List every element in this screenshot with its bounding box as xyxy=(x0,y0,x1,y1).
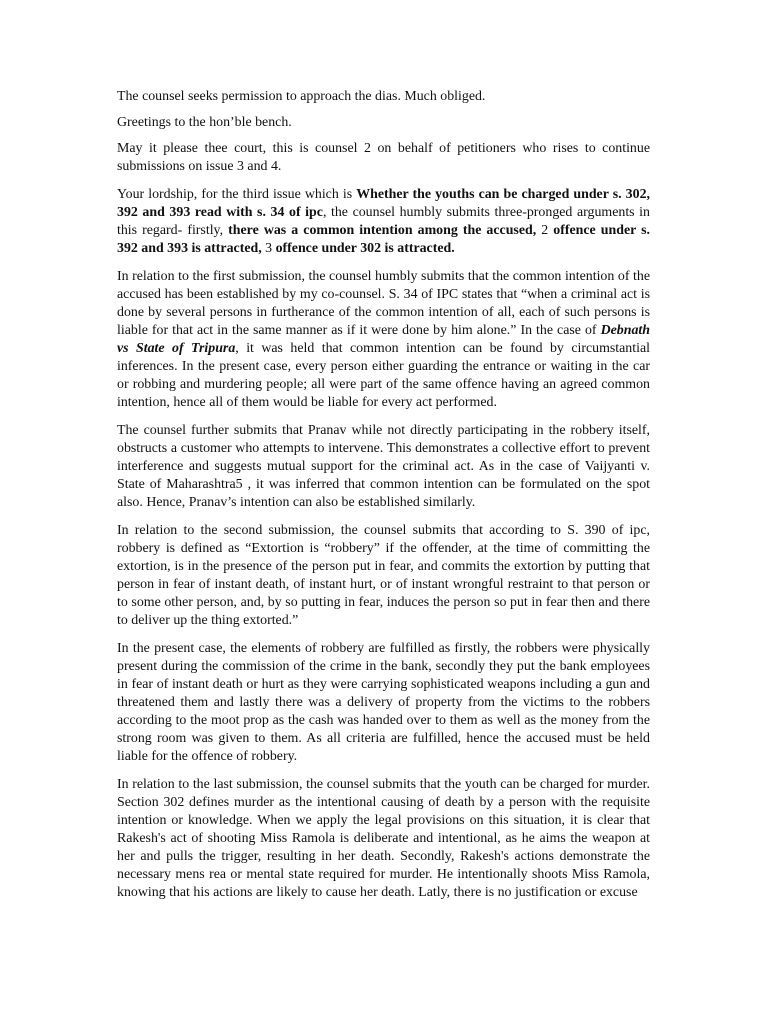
argument-three: offence under 302 is attracted. xyxy=(275,241,455,256)
case-citation: Debnath vs State of Tripura xyxy=(117,323,650,356)
argument-two: offence under s. 392 and 393 is attracted, xyxy=(117,223,650,256)
paragraph-opening: The counsel seeks permission to approach the dias. Much obliged. xyxy=(117,89,486,104)
text-run: 3 xyxy=(261,241,276,256)
text-run: In relation to the first submission, the counsel humbly submits that the common intention of the accused has been established by my co-counsel. S. 34 of IPC states that “when a criminal act is done by several persons in furtherance of the common intention of all, each of such persons is liable for that act in the same manner as if it were done by him alone.” In the case of xyxy=(117,269,650,338)
paragraph-pranav: The counsel further submits that Pranav while not directly participating in the robbery itself, obstructs a customer who attempts to intervene. This demonstrates a collective effort to prevent interference and suggests mutual support for the criminal act. As in the case of Vaijyanti v. State of Maharashtra5 , it was inferred that common intention can be formulated on the spot also. Hence, Pranav’s intention can also be established similarly. xyxy=(117,423,650,510)
text-run: , the counsel humbly submits three-pronged arguments in this regard- firstly, xyxy=(117,205,650,238)
paragraph-robbery-elements: In the present case, the elements of robbery are fulfilled as firstly, the robbers were physically present during the commission of the crime in the bank, secondly they put the bank employees in fear of instant death or hurt as they were carrying sophisticated weapons including a gun and threatened them and lastly there was a delivery of property from the victims to the robbers according to the moot prop as the cash was handed over to them as well as the money from the strong room was given to them. As all criteria are fulfilled, hence the accused must be held liable for the offence of robbery. xyxy=(117,641,650,764)
issue-statement: Whether the youths can be charged under s. 302, 392 and 393 read with s. 34 of ipc xyxy=(117,187,650,220)
text-run: 2 xyxy=(536,223,554,238)
document-page xyxy=(117,88,650,912)
text-run: Your lordship, for the third issue which is xyxy=(117,187,357,202)
paragraph-introduction: May it please thee court, this is counsel 2 on behalf of petitioners who rises to continue submissions on issue 3 and 4. xyxy=(117,141,650,174)
paragraph-third-issue xyxy=(117,186,650,258)
paragraph-first-submission xyxy=(117,268,650,412)
text-run: , it was held that common intention can be found by circumstantial inferences. In the present case, every person either guarding the entrance or waiting in the car or robbing and murdering people; all were part of the same offence having an agreed common intention, hence all of them would be liable for every act performed. xyxy=(117,341,651,410)
paragraph-greetings: Greetings to the hon’ble bench. xyxy=(117,115,292,130)
argument-one: there was a common intention among the accused, xyxy=(228,223,537,238)
paragraph-second-submission: In relation to the second submission, the counsel submits that according to S. 390 of ipc, robbery is defined as “Extortion is “robbery” if the offender, at the time of committing the extortion, is in the presence of the person put in fear, and commits the extortion by putting that person in fear of instant death, of instant hurt, or of instant wrongful restraint to that person or to some other person, and, by so putting in fear, induces the person so put in fear then and there to deliver up the thing extorted.” xyxy=(117,523,650,628)
paragraph-last-submission: In relation to the last submission, the counsel submits that the youth can be charged for murder. Section 302 defines murder as the intentional causing of death by a person with the requisite intention or knowledge. When we apply the legal provisions on this situation, it is clear that Rakesh's act of shooting Miss Ramola is deliberate and intentional, as he aims the weapon at her and pulls the trigger, resulting in her death. Secondly, Rakesh's actions demonstrate the necessary mens rea or mental state required for murder. He intentionally shoots Miss Ramola, knowing that his actions are likely to cause her death. Latly, there is no justification or excuse xyxy=(117,777,650,900)
